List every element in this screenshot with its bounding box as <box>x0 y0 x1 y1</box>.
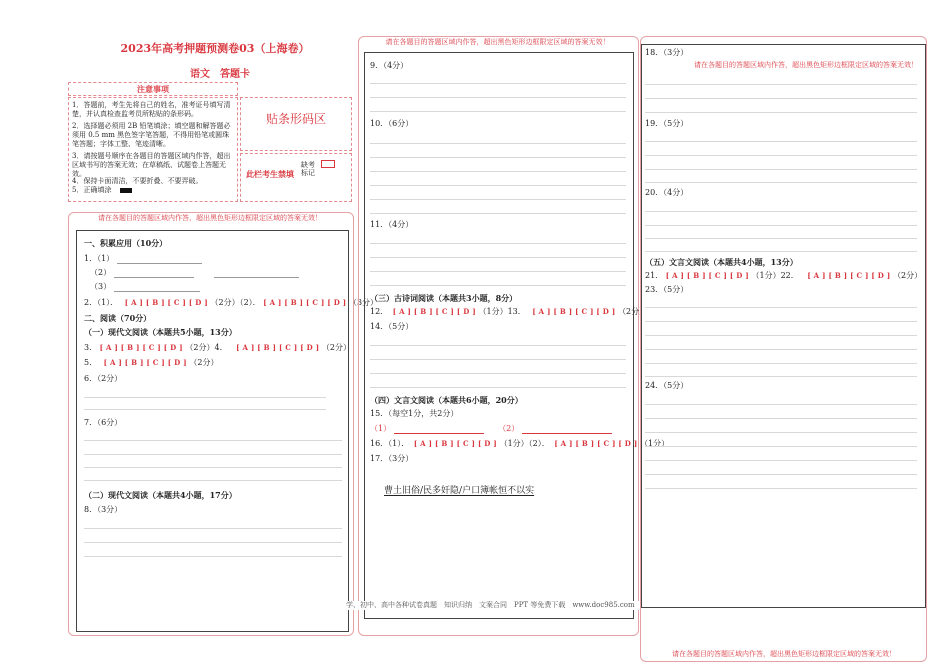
q2-label: 2．（1）． <box>84 298 119 307</box>
q18-line-3[interactable] <box>645 112 917 113</box>
q1-3-text: （3） <box>90 282 112 291</box>
q14-label: 14．（5分） <box>370 322 414 331</box>
q12-options[interactable]: [ A ] [ B ] [ C ] [ D ] <box>392 307 476 316</box>
q14-line-1[interactable] <box>370 345 626 346</box>
q23-line-3[interactable] <box>645 335 917 336</box>
q10-line-1[interactable] <box>370 143 626 144</box>
barcode-label: 贴条形码区 <box>265 112 326 126</box>
q23-line-2[interactable] <box>645 321 917 322</box>
q23-line-4[interactable] <box>645 349 917 350</box>
q20-line-3[interactable] <box>645 238 917 239</box>
q5-points: （2分） <box>189 358 219 367</box>
q7-line-3[interactable] <box>84 467 342 468</box>
q1-label: 1．（1） <box>84 254 115 263</box>
q1-3-line[interactable] <box>114 283 200 292</box>
subsection-5-title: （五）文言文阅读（本题共4小题，13分） <box>645 257 798 267</box>
q16-label: 16．（1）． <box>370 439 410 448</box>
q21-points: （1分）22． <box>751 271 799 280</box>
q19-line-1[interactable] <box>645 141 917 142</box>
q23-line-1[interactable] <box>645 307 917 308</box>
q11-label: 11．（4分） <box>370 220 414 229</box>
q1-2-line-b[interactable] <box>214 269 299 278</box>
q16-row <box>370 439 669 449</box>
q17-sentence: 曹土旧俗/民多奸隐/户口簿帐恒不以实 <box>384 486 535 496</box>
q22-points: （2分） <box>893 271 923 280</box>
q2-1-points: （2分）（2）． <box>210 298 261 307</box>
q5-label: 5． <box>84 358 98 367</box>
q2-2-points: （3分） <box>348 298 379 307</box>
q1-3-label <box>90 282 200 292</box>
q4-options[interactable]: [ A ] [ B ] [ C ] [ D ] <box>236 343 320 352</box>
q5-row <box>84 358 218 368</box>
subsection-4-title: （四）文言文阅读（本题共6小题，20分） <box>370 395 523 405</box>
q24-line-6[interactable] <box>645 474 917 475</box>
q24-line-2[interactable] <box>645 418 917 419</box>
q18-line-1[interactable] <box>645 84 917 85</box>
q3-points: （2分）4． <box>185 343 228 352</box>
notice-title-box <box>68 82 238 96</box>
notice-item-5 <box>72 186 234 195</box>
q16-1-options[interactable]: [ A ] [ B ] [ C ] [ D ] <box>413 439 498 448</box>
q2-2-options[interactable]: [ A ] [ B ] [ C ] [ D ] <box>263 298 347 307</box>
notice-item-3: 3．请按题号顺序在各题目的答题区域内作答，超出区域书写的答案无效；在草稿纸、试题卷上答题无效。 <box>72 152 231 178</box>
filled-sample-icon <box>120 188 132 193</box>
q2-1-options[interactable]: [ A ] [ B ] [ C ] [ D ] <box>124 298 208 307</box>
q7-line-1[interactable] <box>84 440 342 441</box>
q10-line-2[interactable] <box>370 157 626 158</box>
q16-2-points: （1分） <box>640 439 670 448</box>
q9-line-2[interactable] <box>370 97 626 98</box>
q6-line-1[interactable] <box>84 397 326 398</box>
q10-line-3[interactable] <box>370 171 626 172</box>
q14-line-2[interactable] <box>370 359 626 360</box>
q13-points: （2分） <box>618 307 648 316</box>
q17-label: 17．（3分） <box>370 454 414 463</box>
q16-2-options[interactable]: [ A ] [ B ] [ C ] [ D ] <box>554 439 638 448</box>
q1-2-text: （2） <box>90 268 112 277</box>
absent-mark-checkbox[interactable] <box>321 160 335 168</box>
q24-line-1[interactable] <box>645 404 917 405</box>
q24-line-7[interactable] <box>645 488 917 489</box>
q14-line-3[interactable] <box>370 373 626 374</box>
q15-blanks <box>370 424 612 434</box>
q9-label: 9．（4分） <box>370 61 409 70</box>
q19-line-4[interactable] <box>645 182 917 183</box>
q6-line-2[interactable] <box>84 409 326 410</box>
absent-mark-label: 缺考标记 <box>301 161 315 177</box>
q14-line-4[interactable] <box>370 387 626 388</box>
q13-options[interactable]: [ A ] [ B ] [ C ] [ D ] <box>532 307 616 316</box>
q4-points: （2分） <box>321 343 351 352</box>
q6-label: 6．（2分） <box>84 374 123 383</box>
q9-line-1[interactable] <box>370 83 626 84</box>
q16-1-points: （1分）（2）． <box>499 439 550 448</box>
q21-row <box>645 271 922 281</box>
q19-line-2[interactable] <box>645 155 917 156</box>
answer-area-2 <box>364 52 634 619</box>
q7-line-2[interactable] <box>84 454 342 455</box>
q20-label: 20．（4分） <box>645 188 689 197</box>
q15-2-line[interactable] <box>522 425 612 434</box>
notice-box <box>68 97 238 202</box>
q21-options[interactable]: [ A ] [ B ] [ C ] [ D ] <box>665 271 749 280</box>
answer-warning-3: 请在各题目的答题区域内作答，超出黑色矩形边框限定区域的答案无效！ <box>694 61 918 69</box>
q23-label: 23．（5分） <box>645 285 689 294</box>
q5-options[interactable]: [ A ] [ B ] [ C ] [ D ] <box>103 358 187 367</box>
absent-area <box>240 153 352 202</box>
q24-label: 24．（5分） <box>645 381 689 390</box>
q2-row <box>84 298 378 308</box>
page-subtitle: 语文 答题卡 <box>190 69 250 80</box>
q11-line-2[interactable] <box>370 257 626 258</box>
subsection-3-title: （三）古诗词阅读（本题共3小题，8分） <box>370 293 518 303</box>
section-2-title: 二、阅读（70分） <box>84 313 152 323</box>
q15-1-label: （1） <box>370 424 392 433</box>
q15-2-label: （2） <box>498 424 520 433</box>
q8-label: 8．（3分） <box>84 505 123 514</box>
q15-label: 15．（每空1分，共2分） <box>370 409 459 418</box>
q9-line-3[interactable] <box>370 111 626 112</box>
q11-line-4[interactable] <box>370 285 626 286</box>
notice-item-2: 2．选择题必须用 2B 铅笔填涂；填空题和解答题必须用 0.5 mm 黑色签字笔答题，不得用铅笔或圆珠笔答题；字体工整、笔迹清晰。 <box>72 122 231 148</box>
q11-line-1[interactable] <box>370 243 626 244</box>
q3-label: 3． <box>84 343 98 352</box>
q18-line-2[interactable] <box>645 98 917 99</box>
q24-line-3[interactable] <box>645 432 917 433</box>
footer-watermark: 学、初中、高中各种试卷真题 知识归纳 文案合同 PPT 等免费下载 www.doc985.com <box>346 601 656 610</box>
absent-label: 此栏考生禁填 <box>246 169 294 179</box>
q22-options[interactable]: [ A ] [ B ] [ C ] [ D ] <box>807 271 891 280</box>
q1-1-label <box>84 254 202 264</box>
q3-row <box>84 343 351 353</box>
q12-label: 12． <box>370 307 389 316</box>
subsection-1-title: （一）现代文阅读（本题共5小题，13分） <box>84 327 237 337</box>
q11-line-3[interactable] <box>370 271 626 272</box>
q12-row <box>370 307 647 317</box>
q24-line-4[interactable] <box>645 446 917 447</box>
q20-line-1[interactable] <box>645 211 917 212</box>
q7-line-4[interactable] <box>84 480 342 481</box>
q21-label: 21． <box>645 271 664 280</box>
q10-line-6[interactable] <box>370 213 626 214</box>
q24-line-5[interactable] <box>645 460 917 461</box>
q1-1-line[interactable] <box>117 255 202 264</box>
q1-2-line-a[interactable] <box>114 269 194 278</box>
q23-line-6[interactable] <box>645 376 917 377</box>
q10-line-4[interactable] <box>370 185 626 186</box>
section-1-title: 一、积累应用（10分） <box>84 238 168 248</box>
answer-warning-1: 请在各题目的答题区域内作答，超出黑色矩形边框限定区域的答案无效！ <box>98 214 322 222</box>
barcode-area <box>240 97 352 151</box>
q8-line-3[interactable] <box>84 556 342 557</box>
subsection-2-title: （二）现代文阅读（本题共4小题，17分） <box>84 490 237 500</box>
notice-title: 注意事项 <box>137 84 169 94</box>
q20-line-4[interactable] <box>645 251 917 252</box>
q23-line-5[interactable] <box>645 363 917 364</box>
q15-1-line[interactable] <box>394 425 484 434</box>
q1-2-label <box>90 268 299 278</box>
q8-line-2[interactable] <box>84 542 342 543</box>
q10-line-5[interactable] <box>370 199 626 200</box>
answer-warning-2: 请在各题目的答题区域内作答，超出黑色矩形边框限定区域的答案无效！ <box>385 38 610 46</box>
q12-points: （1分）13． <box>478 307 526 316</box>
q7-label: 7．（6分） <box>84 418 123 427</box>
q19-line-3[interactable] <box>645 169 917 170</box>
answer-warning-4: 请在各题目的答题区域内作答，超出黑色矩形边框限定区域的答案无效！ <box>672 650 896 658</box>
notice-item-5-text: 5．正确填涂 <box>72 186 112 194</box>
q19-label: 19．（5分） <box>645 119 689 128</box>
q18-label: 18．（3分） <box>645 48 689 57</box>
q10-label: 10．（6分） <box>370 119 414 128</box>
q8-line-1[interactable] <box>84 528 342 529</box>
notice-item-1: 1．答题前，考生先将自己的姓名，准考证号填写清楚，并认真检查监考员所粘贴的条形码。 <box>72 101 231 118</box>
q20-line-2[interactable] <box>645 225 917 226</box>
q3-options[interactable]: [ A ] [ B ] [ C ] [ D ] <box>99 343 183 352</box>
notice-item-4: 4．保持卡面清洁，不要折叠、不要弄破。 <box>72 177 203 185</box>
page-title: 2023年高考押题预测卷03（上海卷） <box>120 42 310 55</box>
